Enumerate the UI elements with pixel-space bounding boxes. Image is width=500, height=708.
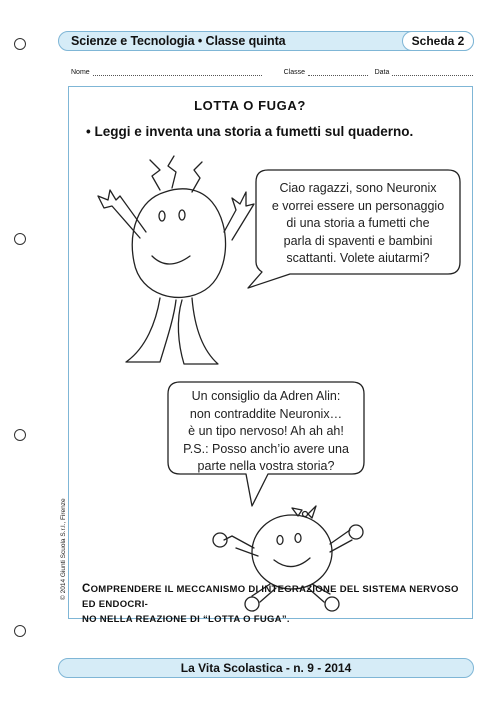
footer-bar: La Vita Scolastica - n. 9 - 2014 [58, 658, 474, 678]
subject-title: Scienze e Tecnologia • Classe quinta [71, 34, 286, 48]
activity-title: LOTTA O FUGA? [194, 98, 306, 113]
sheet-number: Scheda 2 [402, 31, 474, 51]
adrenalin-speech: Un consiglio da Adren Alin: non contraddite Neuronix… è un tipo nervoso! Ah ah ah! P.S.: Posso anch’io avere una parte nella vostra storia? [183, 389, 349, 473]
neuronix-speech: Ciao ragazzi, sono Neuronix e vorrei essere un personaggio di una storia a fumetti che parla di spaventi e bambini scattanti. Volete aiutarmi? [271, 181, 445, 265]
learning-objective: COMPRENDERE IL MECCANISMO DI INTEGRAZIONE DEL SISTEMA NERVOSO ED ENDOCRI- NO NELLA REAZIONE DI “LOTTA O FUGA”. [82, 583, 459, 625]
objective-initial: C [82, 583, 91, 595]
date-label: Data [374, 69, 390, 76]
class-label: Classe [283, 69, 306, 76]
copyright-notice: © 2014 Giunti Scuola S.r.l., Firenze [60, 498, 67, 600]
neuronix-character [98, 156, 254, 364]
activity-instruction: • Leggi e inventa una storia a fumetti sul quaderno. [86, 124, 414, 139]
name-label: Nome [71, 69, 90, 76]
